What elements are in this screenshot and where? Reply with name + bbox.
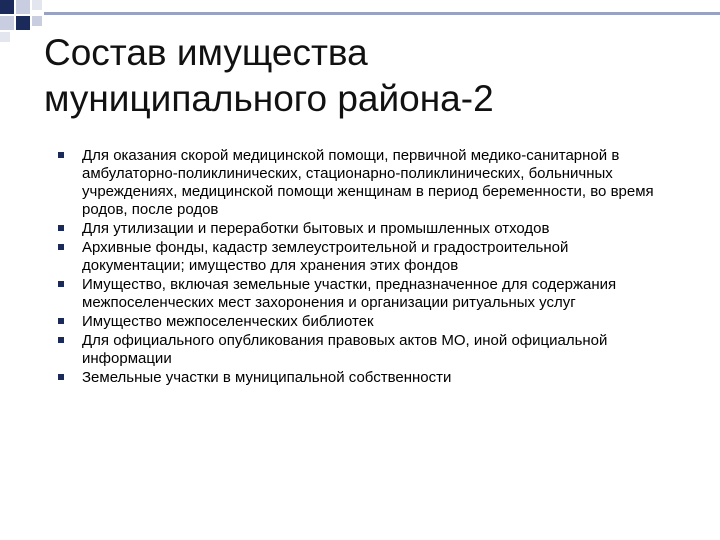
list-item-text: Для официального опубликования правовых актов МО, иной официальной информации: [82, 332, 608, 367]
square-bullet-icon: [58, 374, 64, 380]
square-bullet-icon: [58, 337, 64, 343]
square-bullet-icon: [58, 244, 64, 250]
header-rule: [44, 12, 720, 15]
deco-square: [16, 16, 30, 30]
square-bullet-icon: [58, 152, 64, 158]
deco-square: [0, 32, 10, 42]
list-item-text: Имущество, включая земельные участки, предназначенное для содержания межпоселенческих мест захоронения и организации ритуальных услуг: [82, 276, 617, 311]
list-item: [56, 369, 656, 387]
list-item: [56, 276, 656, 312]
list-item: [56, 147, 656, 219]
deco-square: [0, 16, 14, 30]
list-item-text: Земельные участки в муниципальной собственности: [82, 369, 452, 386]
list-item: [56, 239, 656, 275]
deco-square: [32, 0, 42, 10]
title-line-1: Состав имущества: [44, 32, 368, 73]
list-item-text: Архивные фонды, кадастр землеустроительной и градостроительной документации; имущество для хранения этих фондов: [82, 239, 569, 274]
list-item-text: Для утилизации и переработки бытовых и промышленных отходов: [82, 220, 550, 237]
bullet-list: [56, 147, 656, 388]
list-item-text: Имущество межпоселенческих библиотек: [82, 313, 374, 330]
slide-title: [44, 30, 684, 122]
list-item: [56, 332, 656, 368]
square-bullet-icon: [58, 225, 64, 231]
deco-square: [16, 0, 30, 14]
square-bullet-icon: [58, 281, 64, 287]
title-line-2: муниципального района-2: [44, 78, 494, 119]
deco-square: [32, 16, 42, 26]
list-item-text: Для оказания скорой медицинской помощи, первичной медико-санитарной в амбулаторно-поликлинических, стационарно-поликлинических, больничных учреждениях, медицинской помощи женщинам в период беременности, во время родов, после родов: [82, 147, 654, 218]
list-item: [56, 220, 656, 238]
deco-square: [0, 0, 14, 14]
square-bullet-icon: [58, 318, 64, 324]
list-item: [56, 313, 656, 331]
